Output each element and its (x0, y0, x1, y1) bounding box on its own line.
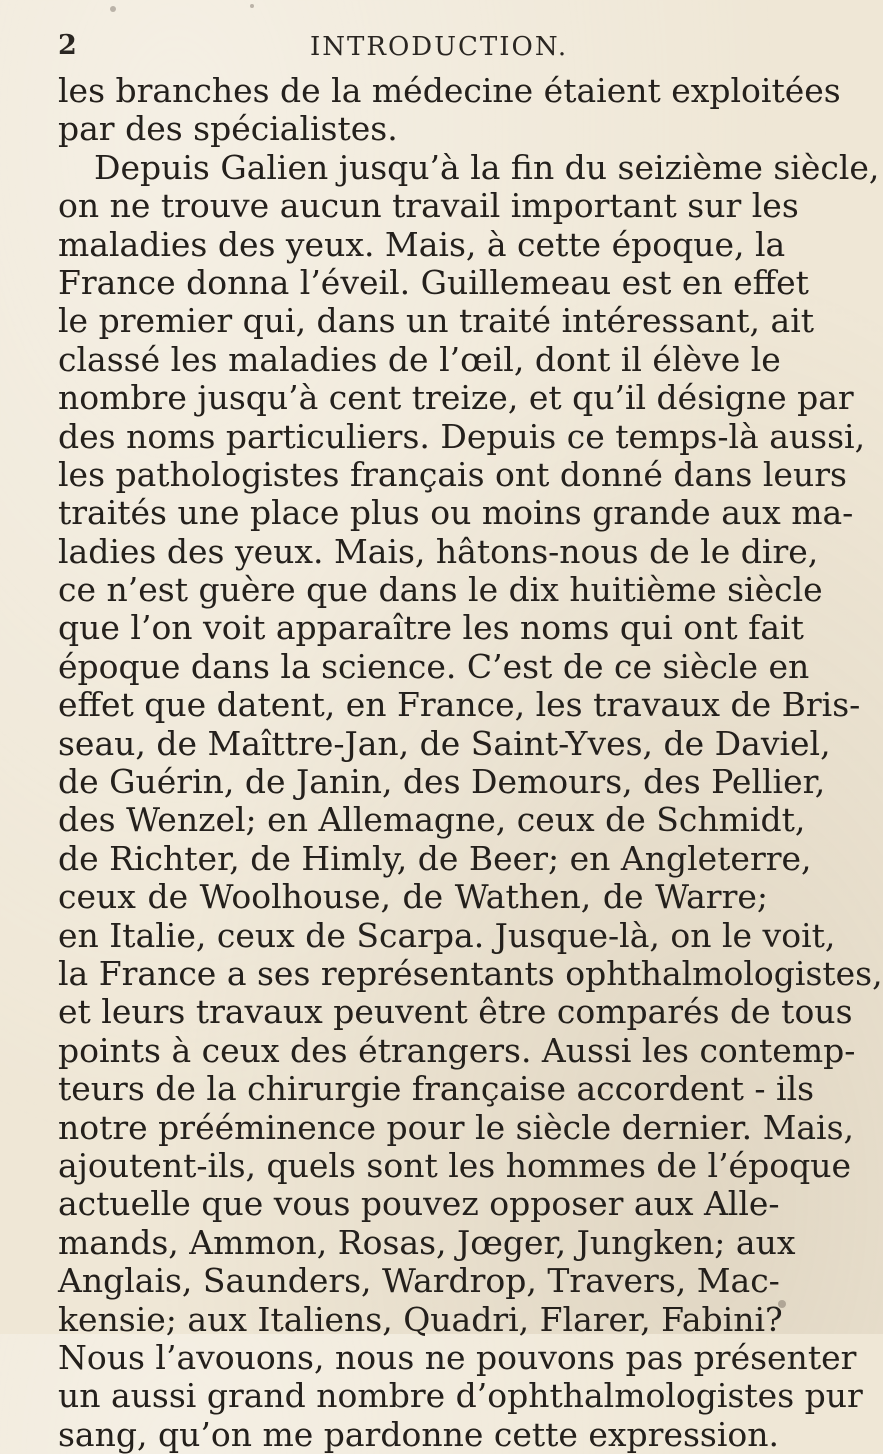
text-line: teurs de la chirurgie française accordent - ils (58, 1069, 815, 1109)
text-line: mands, Ammon, Rosas, Jœger, Jungken; aux (58, 1222, 796, 1262)
body-text (58, 71, 883, 1454)
text-line: le premier qui, dans un traité intéressant, ait (58, 301, 815, 341)
paper-speck (110, 6, 116, 12)
text-line: effet que datent, en France, les travaux de Bris- (58, 685, 861, 725)
text-line: et leurs travaux peuvent être comparés de tous (58, 992, 853, 1032)
text-line: que l’on voit apparaître les noms qui ont fait (58, 608, 804, 648)
text-line: seau, de Maîttre-Jan, de Saint-Yves, de Daviel, (58, 723, 831, 763)
text-line: ladies des yeux. Mais, hâtons-nous de le dire, (58, 531, 819, 571)
text-line: classé les maladies de l’œil, dont il élève le (58, 339, 781, 379)
text-line: de Richter, de Himly, de Beer; en Angleterre, (58, 838, 812, 878)
text-line: Anglais, Saunders, Wardrop, Travers, Mac- (58, 1261, 780, 1301)
page-number: 2 (58, 30, 77, 61)
text-line: points à ceux des étrangers. Aussi les contemp- (58, 1030, 856, 1070)
text-line: en Italie, ceux de Scarpa. Jusque-là, on le voit, (58, 915, 836, 955)
text-line: de Guérin, de Janin, des Demours, des Pellier, (58, 762, 826, 802)
running-head: INTRODUCTION. (310, 32, 569, 62)
paper-speck (250, 4, 254, 8)
text-line: on ne trouve aucun travail important sur les (58, 186, 799, 226)
text-line: ajoutent-ils, quels sont les hommes de l’époque (58, 1145, 851, 1185)
text-line: ce n’est guère que dans le dix huitième siècle (58, 570, 823, 610)
text-line: sang, qu’on me pardonne cette expression. (58, 1414, 780, 1454)
text-line: époque dans la science. C’est de ce siècle en (58, 646, 810, 686)
paper-speck (778, 1300, 786, 1308)
text-line: par des spécialistes. (58, 109, 398, 149)
text-line: kensie; aux Italiens, Quadri, Flarer, Fabini? (58, 1299, 783, 1339)
text-line: actuelle que vous pouvez opposer aux Alle- (58, 1184, 780, 1224)
text-line: les pathologistes français ont donné dans leurs (58, 454, 847, 494)
text-line: des noms particuliers. Depuis ce temps-là aussi, (58, 416, 866, 456)
page-header (58, 30, 630, 70)
text-line: les branches de la médecine étaient exploitées (58, 71, 841, 110)
text-line: Depuis Galien jusqu’à la fin du seizième siècle, (94, 147, 880, 187)
text-line: la France a ses représentants ophthalmologistes, (58, 953, 883, 993)
text-line: France donna l’éveil. Guillemeau est en effet (58, 262, 809, 302)
text-line: Nous l’avouons, nous ne pouvons pas présenter (58, 1337, 857, 1377)
text-line: maladies des yeux. Mais, à cette époque, la (58, 224, 786, 264)
text-line: un aussi grand nombre d’ophthalmologistes pur (58, 1376, 863, 1416)
text-line: notre prééminence pour le siècle dernier. Mais, (58, 1107, 855, 1147)
text-line: nombre jusqu’à cent treize, et qu’il désigne par (58, 378, 854, 418)
text-line: traités une place plus ou moins grande aux ma- (58, 493, 854, 533)
text-line: ceux de Woolhouse, de Wathen, de Warre; (58, 877, 768, 917)
text-line: des Wenzel; en Allemagne, ceux de Schmidt, (58, 800, 806, 840)
